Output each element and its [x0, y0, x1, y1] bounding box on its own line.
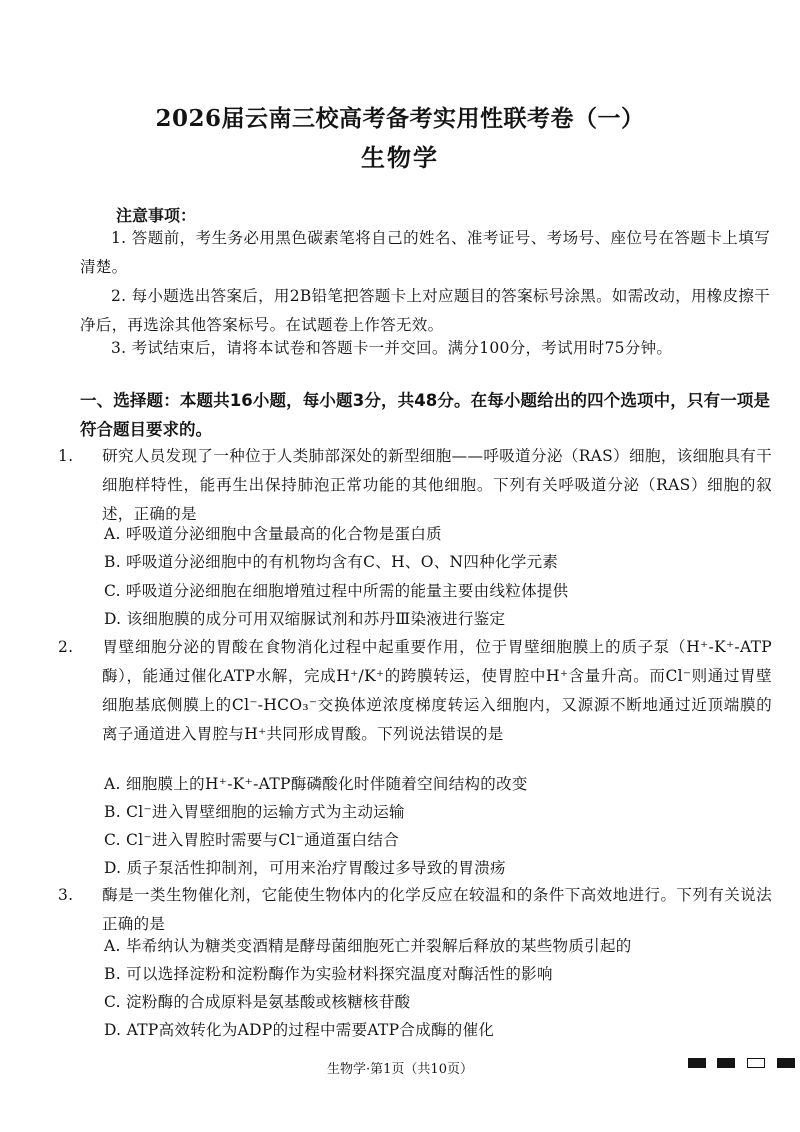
- question-1: [58, 442, 772, 529]
- option-c: C. 淀粉酶的合成原料是氨基酸或核糖核苷酸: [104, 993, 411, 1011]
- question-number: 1.: [58, 447, 74, 465]
- section-heading: 一、选择题：本题共16小题，每小题3分，共48分。在每小题给出的四个选项中，只有一项是符合题目要求的。: [80, 391, 770, 439]
- page-footer: 生物学·第1页（共10页）: [327, 1062, 473, 1077]
- question-3: [58, 881, 772, 939]
- option-d: D. ATP高效转化为ADP的过程中需要ATP合成酶的催化: [104, 1021, 495, 1039]
- question-stem: 酶是一类生物催化剂，它能使生物体内的化学反应在较温和的条件下高效地进行。下列有关说法正确的是: [102, 886, 772, 933]
- notice-heading: 注意事项：: [116, 206, 197, 225]
- subject-title: 生物学: [361, 143, 439, 172]
- notice-item-2: 2. 每小题选出答案后，用2B铅笔把答题卡上对应题目的答案标号涂黑。如需改动，用橡皮擦干净后，再选涂其他答案标号。在试题卷上作答无效。: [80, 287, 770, 334]
- option-c: C. 呼吸道分泌细胞在细胞增殖过程中所需的能量主要由线粒体提供: [104, 582, 569, 600]
- page-mark: [688, 1058, 706, 1068]
- option-b: B. 可以选择淀粉和淀粉酶作为实验材料探究温度对酶活性的影响: [104, 965, 553, 983]
- notice-item-1: 1. 答题前，考生务必用黑色碳素笔将自己的姓名、准考证号、考场号、座位号在答题卡上填写清楚。: [80, 229, 770, 276]
- exam-title: 2026届云南三校高考备考实用性联考卷（一）: [155, 105, 645, 132]
- question-stem: 胃壁细胞分泌的胃酸在食物消化过程中起重要作用，位于胃壁细胞膜上的质子泵（H⁺-K⁺-ATP酶），能通过催化ATP水解，完成H⁺/K⁺的跨膜转运，使胃腔中H⁺含量升高。而Cl⁻则通过胃壁细胞基底侧膜上的Cl⁻-HCO₃⁻交换体逆浓度梯度转运入细胞内，又源源不断地通过近顶端膜的离子通道进入胃腔与H⁺共同形成胃酸。下列说法错误的是: [102, 638, 772, 743]
- option-c: C. Cl⁻进入胃腔时需要与Cl⁻通道蛋白结合: [104, 831, 400, 849]
- notice-item-3: 3. 考试结束后，请将本试卷和答题卡一并交回。满分100分，考试用时75分钟。: [111, 339, 673, 357]
- option-d: D. 该细胞膜的成分可用双缩脲试剂和苏丹Ⅲ染液进行鉴定: [104, 610, 506, 628]
- question-number: 3.: [58, 886, 74, 904]
- question-number: 2.: [58, 638, 74, 656]
- question-stem: 研究人员发现了一种位于人类肺部深处的新型细胞——呼吸道分泌（RAS）细胞，该细胞具有干细胞样特性，能再生出保持肺泡正常功能的其他细胞。下列有关呼吸道分泌（RAS）细胞的叙述，正确的是: [102, 447, 772, 523]
- page-mark: [717, 1058, 735, 1068]
- option-b: B. 呼吸道分泌细胞中的有机物均含有C、H、O、N四种化学元素: [104, 553, 559, 571]
- page-mark: [777, 1058, 795, 1068]
- option-d: D. 质子泵活性抑制剂，可用来治疗胃酸过多导致的胃溃疡: [104, 859, 506, 877]
- option-a: A. 呼吸道分泌细胞中含量最高的化合物是蛋白质: [104, 525, 442, 543]
- option-a: A. 细胞膜上的H⁺-K⁺-ATP酶磷酸化时伴随着空间结构的改变: [104, 775, 528, 793]
- question-2: [58, 633, 772, 749]
- option-b: B. Cl⁻进入胃壁细胞的运输方式为主动运输: [104, 803, 405, 821]
- option-a: A. 毕希纳认为糖类变酒精是酵母菌细胞死亡并裂解后释放的某些物质引起的: [104, 937, 632, 955]
- page-mark: [747, 1058, 765, 1068]
